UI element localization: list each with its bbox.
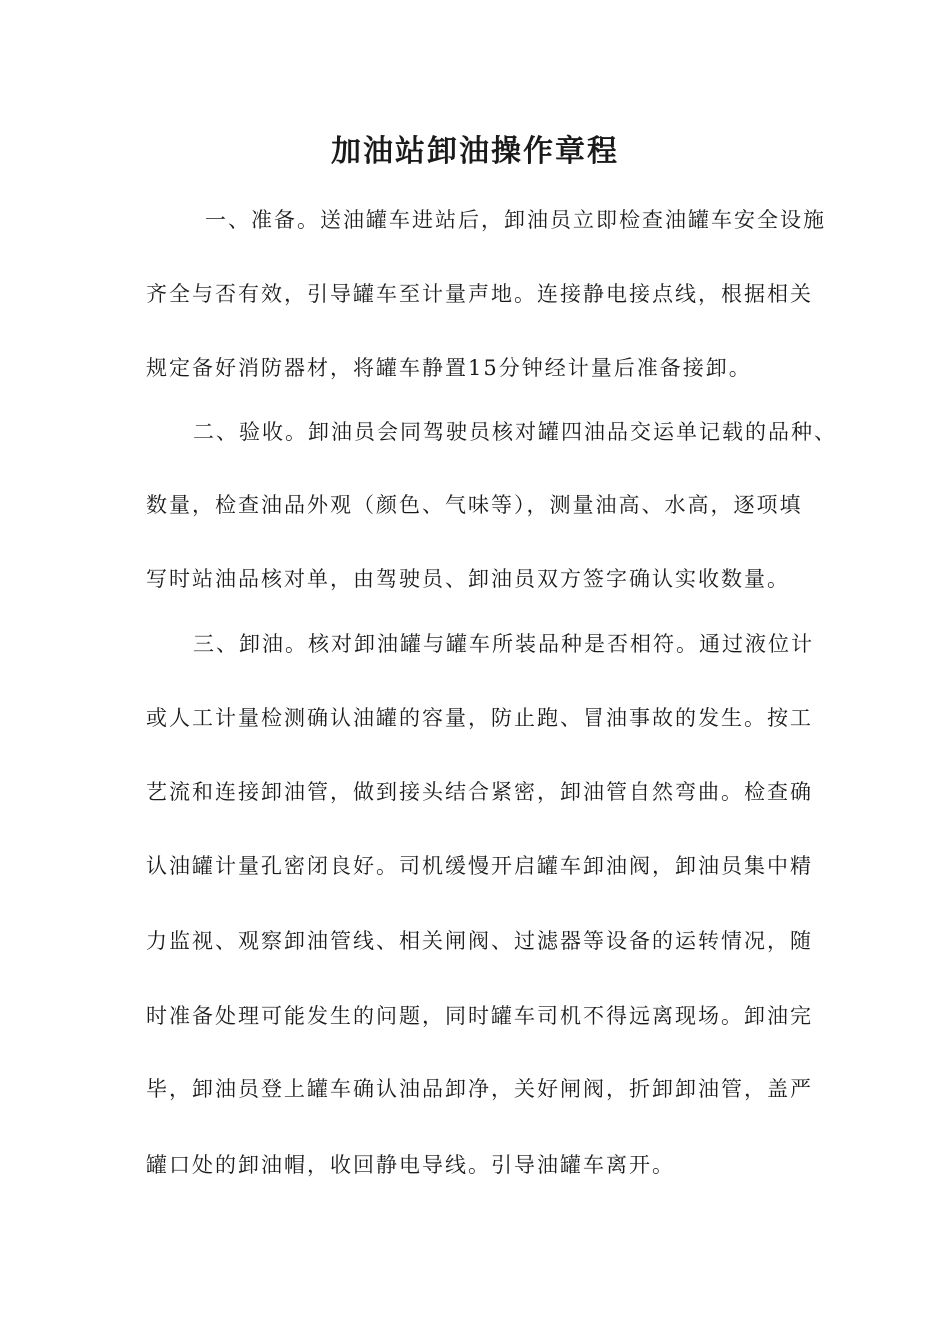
paragraph-3-line-3: 艺流和连接卸油管，做到接头结合紧密，卸油管自然弯曲。检查确 [146,780,813,804]
paragraph-3-line-8: 罐口处的卸油帽，收回静电导线。引导油罐车离开。 [146,1153,675,1177]
document-title: 加油站卸油操作章程 [331,134,619,169]
paragraph-2-line-2: 数量，检查油品外观（颜色、气味等），测量油高、水高，逐项填 [146,493,803,517]
paragraph-1-line-2: 齐全与否有效，引导罐车至计量声地。连接静电接点线，根据相关 [146,282,813,306]
paragraph-1-line-1: 一、准备。送油罐车进站后，卸油员立即检查油罐车安全设施 [205,208,826,232]
paragraph-3-line-5: 力监视、观察卸油管线、相关闸阀、过滤器等设备的运转情况，随 [146,929,813,953]
paragraph-2-line-3: 写时站油品核对单，由驾驶员、卸油员双方签字确认实收数量。 [146,567,790,591]
paragraph-3-line-2: 或人工计量检测确认油罐的容量，防止跑、冒油事故的发生。按工 [146,706,813,730]
paragraph-1-line-3: 规定备好消防器材，将罐车静置15分钟经计量后准备接卸。 [146,356,752,380]
paragraph-3-line-6: 时准备处理可能发生的问题，同时罐车司机不得远离现场。卸油完 [146,1004,813,1028]
paragraph-3-line-1: 三、卸油。核对卸油罐与罐车所装品种是否相符。通过液位计 [193,632,814,656]
paragraph-2-line-1: 二、验收。卸油员会同驾驶员核对罐四油品交运单记载的品种、 [193,420,837,444]
paragraph-3-line-4: 认油罐计量孔密闭良好。司机缓慢开启罐车卸油阀，卸油员集中精 [146,854,813,878]
paragraph-3-line-7: 毕，卸油员登上罐车确认油品卸净，关好闸阀，折卸卸油管，盖严 [146,1077,813,1101]
